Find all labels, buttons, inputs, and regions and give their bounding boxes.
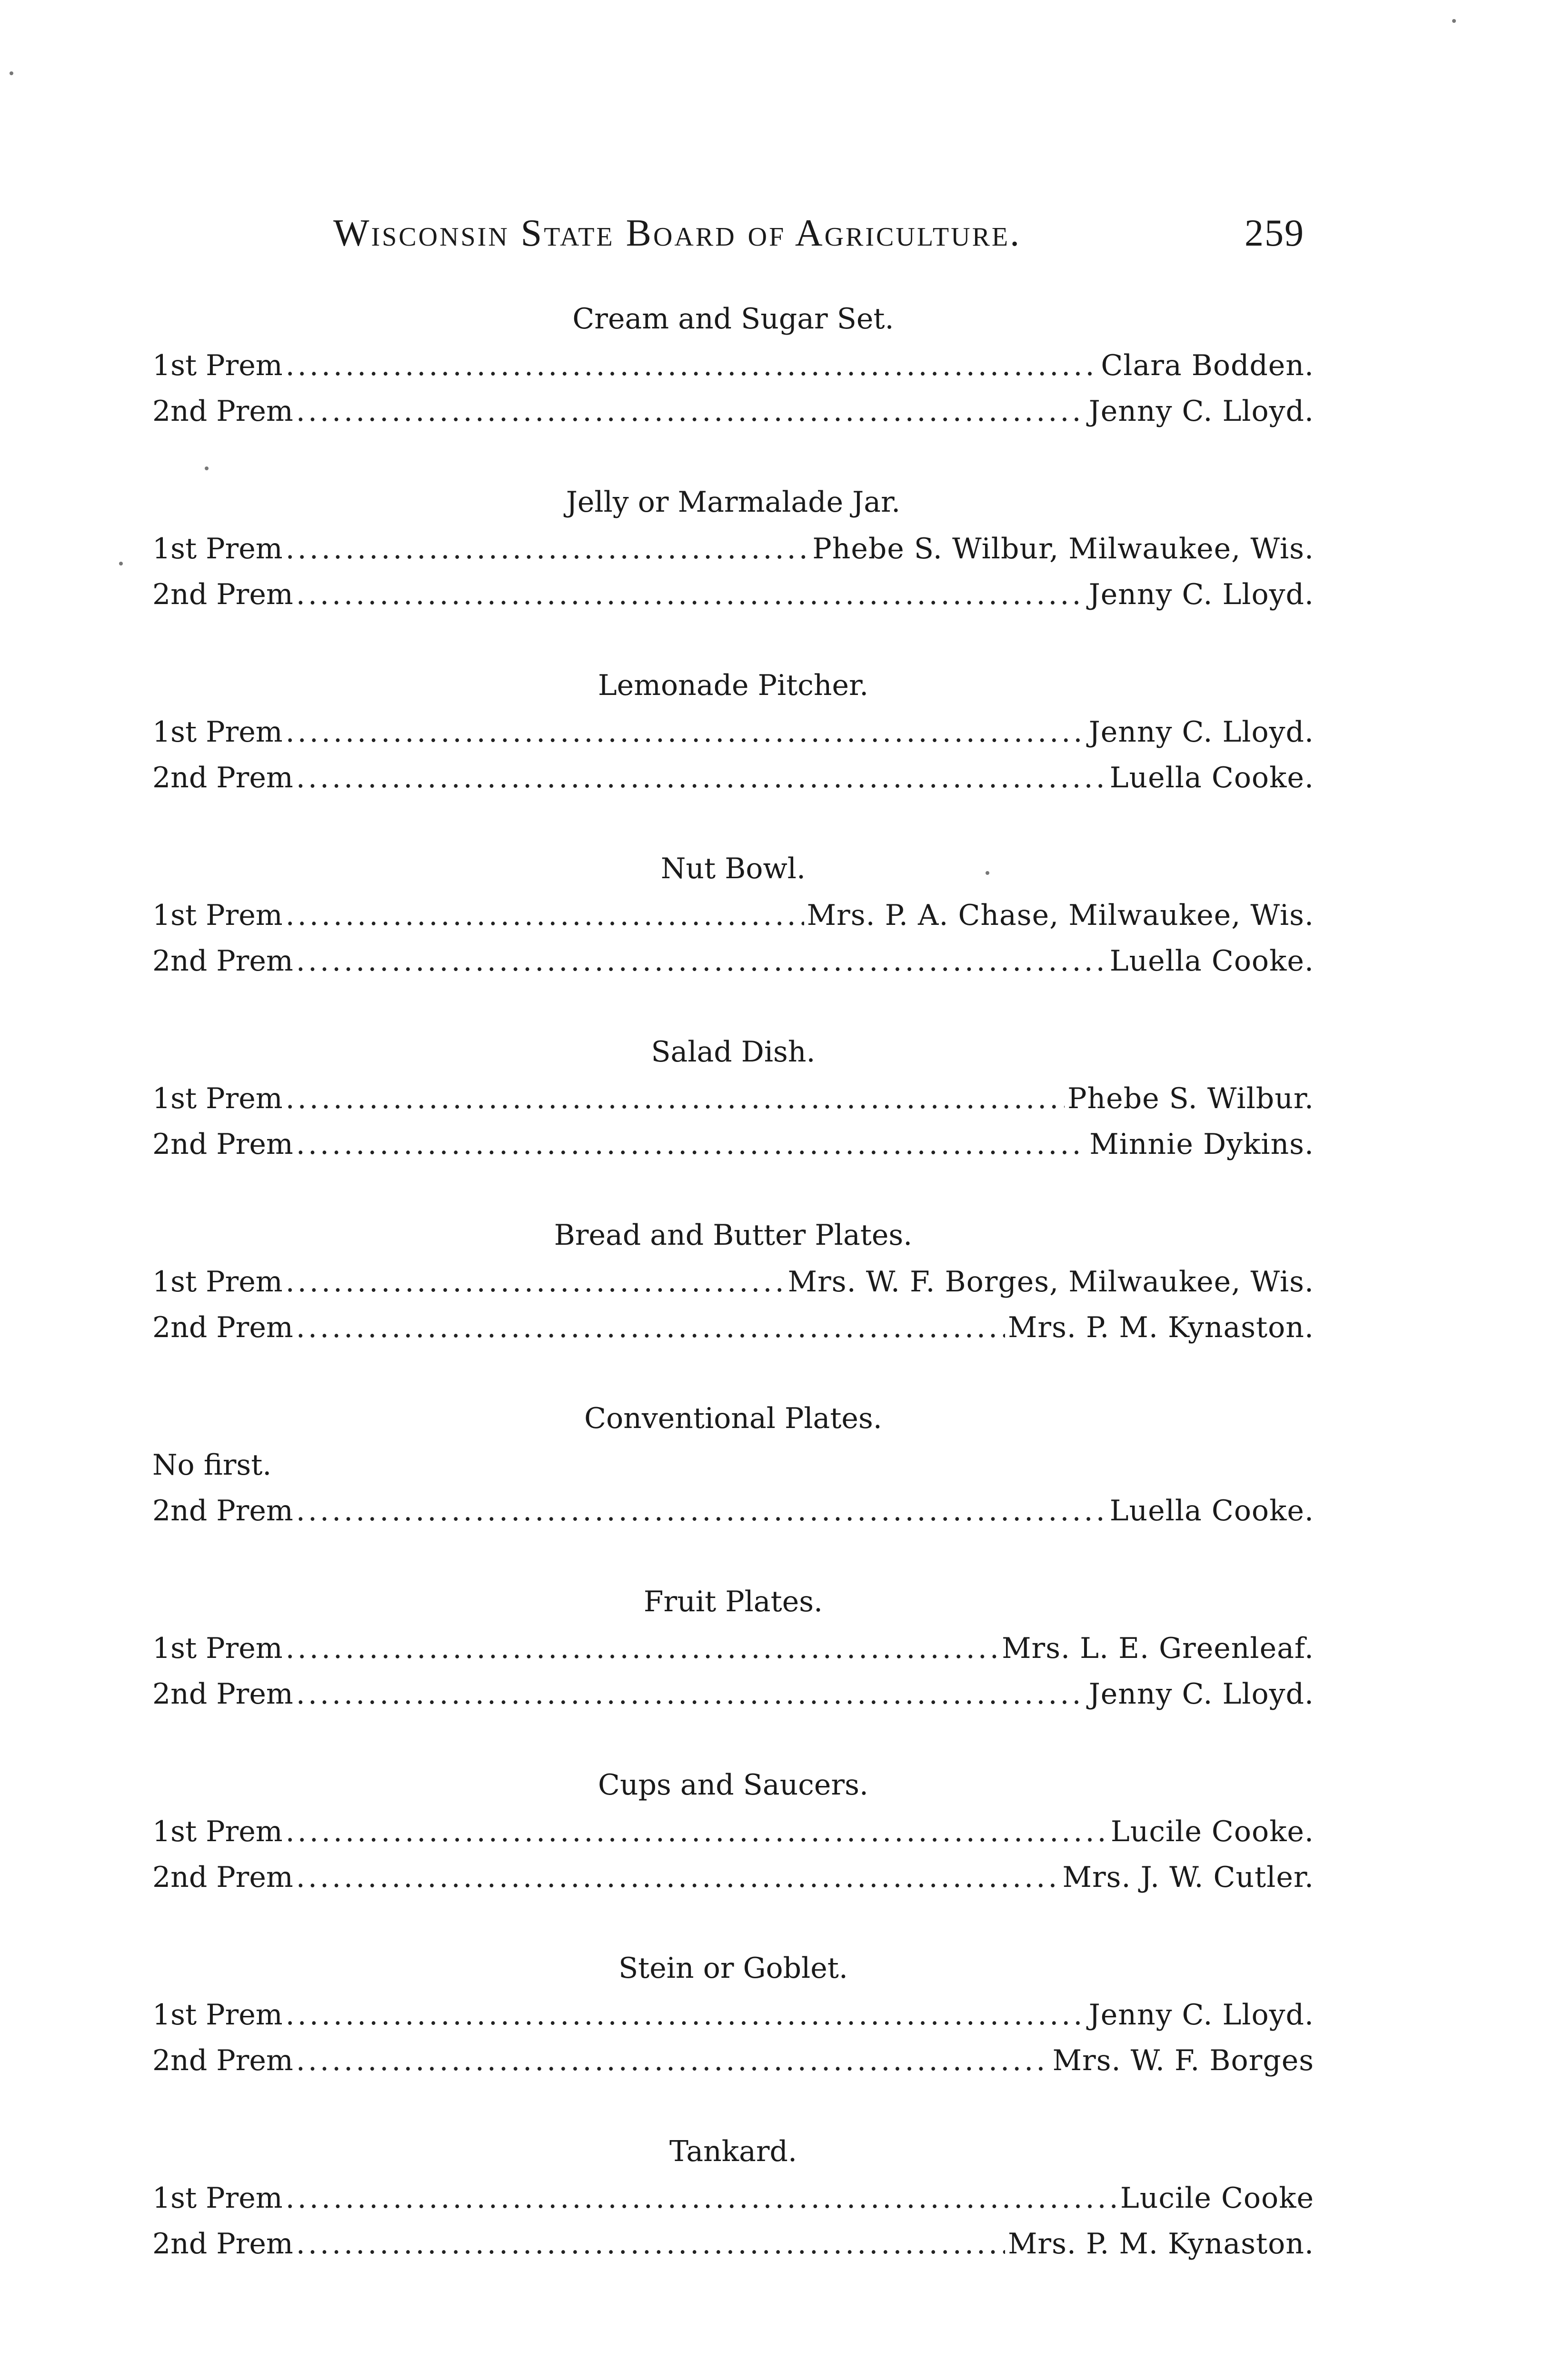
premium-list <box>152 295 1314 2311</box>
premium-label: 2nd Prem <box>152 1861 293 1894</box>
premium-label: 1st Prem <box>152 1632 283 1665</box>
premium-entry <box>152 938 1314 984</box>
premium-entry <box>152 1121 1314 1167</box>
dot-leader <box>296 938 1107 984</box>
premium-entry <box>152 388 1314 434</box>
section-heading: Bread and Butter Plates. <box>554 1219 913 1252</box>
premium-section <box>152 478 1314 662</box>
winner-name: Luella Cooke. <box>1109 944 1314 978</box>
premium-section <box>152 662 1314 845</box>
winner-name: Mrs. P. A. Chase, Milwaukee, Wis. <box>807 899 1314 932</box>
dot-leader <box>296 2221 1005 2267</box>
winner-name: Mrs. W. F. Borges, Milwaukee, Wis. <box>787 1265 1314 1299</box>
premium-label: 1st Prem <box>152 532 283 565</box>
premium-entry <box>152 1259 1314 1305</box>
section-heading: Stein or Goblet. <box>618 1952 848 1985</box>
premium-label: 2nd Prem <box>152 578 293 611</box>
premium-section <box>152 1761 1314 1944</box>
dot-leader <box>286 1626 999 1671</box>
winner-name: Jenny C. Lloyd. <box>1088 1677 1314 1711</box>
premium-label: 1st Prem <box>152 1815 283 1848</box>
winner-name: Mrs. W. F. Borges <box>1052 2044 1314 2077</box>
premium-label: 1st Prem <box>152 1998 283 2032</box>
dot-leader <box>286 1809 1108 1854</box>
winner-name: Jenny C. Lloyd. <box>1088 578 1314 611</box>
premium-entry <box>152 572 1314 617</box>
premium-label: 2nd Prem <box>152 1311 293 1344</box>
premium-section <box>152 295 1314 478</box>
dot-leader <box>296 755 1107 801</box>
dot-leader <box>286 2175 1117 2221</box>
premium-entry <box>152 1809 1314 1854</box>
section-heading: Fruit Plates. <box>643 1585 823 1618</box>
premium-entry <box>152 526 1314 572</box>
dot-leader <box>296 572 1086 617</box>
winner-name: Jenny C. Lloyd. <box>1088 715 1314 749</box>
premium-entry <box>152 1626 1314 1671</box>
premium-entry <box>152 1488 1314 1534</box>
winner-name: Phebe S. Wilbur. <box>1067 1082 1314 1115</box>
page-number: 259 <box>1245 212 1305 254</box>
premium-label: 2nd Prem <box>152 2044 293 2077</box>
premium-entry <box>152 1992 1314 2038</box>
winner-name: Luella Cooke. <box>1109 761 1314 794</box>
premium-entry <box>152 1076 1314 1121</box>
premium-entry <box>152 2038 1314 2083</box>
section-heading: Nut Bowl. <box>660 852 806 885</box>
premium-label: 2nd Prem <box>152 1128 293 1161</box>
premium-entry <box>152 2175 1314 2221</box>
dot-leader <box>296 2038 1050 2083</box>
premium-section <box>152 2128 1314 2311</box>
premium-section <box>152 845 1314 1028</box>
winner-name: Lucile Cooke <box>1120 2182 1314 2215</box>
winner-name: Mrs. P. M. Kynaston. <box>1007 2227 1314 2261</box>
running-head <box>333 205 1305 262</box>
section-heading: Jelly or Marmalade Jar. <box>566 486 901 519</box>
section-heading: Cream and Sugar Set. <box>572 302 894 336</box>
premium-label: 1st Prem <box>152 1082 283 1115</box>
section-heading: Lemonade Pitcher. <box>598 669 869 702</box>
winner-name: Mrs. J. W. Cutler. <box>1062 1861 1314 1894</box>
premium-label: 2nd Prem <box>152 761 293 794</box>
dot-leader <box>296 1854 1060 1900</box>
premium-entry <box>152 2221 1314 2267</box>
premium-label: 2nd Prem <box>152 2227 293 2261</box>
dot-leader <box>286 1992 1086 2038</box>
premium-label: 2nd Prem <box>152 395 293 428</box>
premium-section <box>152 1028 1314 1211</box>
scan-speck <box>10 71 13 75</box>
winner-name: Luella Cooke. <box>1109 1494 1314 1527</box>
dot-leader <box>296 1671 1086 1717</box>
winner-name: Clara Bodden. <box>1101 349 1314 382</box>
premium-label: 1st Prem <box>152 2182 283 2215</box>
premium-section <box>152 1211 1314 1395</box>
premium-section <box>152 1944 1314 2128</box>
scan-speck <box>1452 19 1456 23</box>
premium-section <box>152 1578 1314 1761</box>
premium-label: 1st Prem <box>152 1265 283 1299</box>
premium-label: 1st Prem <box>152 715 283 749</box>
premium-entry <box>152 1305 1314 1350</box>
winner-name: Mrs. P. M. Kynaston. <box>1007 1311 1314 1344</box>
premium-label: 1st Prem <box>152 349 283 382</box>
scan-speck <box>119 562 123 565</box>
dot-leader <box>296 1488 1107 1534</box>
dot-leader <box>286 526 810 572</box>
premium-label: 2nd Prem <box>152 1494 293 1527</box>
scan-speck <box>205 466 209 470</box>
premium-entry <box>152 343 1314 388</box>
section-heading: Tankard. <box>669 2135 797 2168</box>
winner-name: Phebe S. Wilbur, Milwaukee, Wis. <box>812 532 1314 565</box>
premium-entry <box>152 755 1314 801</box>
winner-name: Jenny C. Lloyd. <box>1088 395 1314 428</box>
winner-name: Mrs. L. E. Greenleaf. <box>1002 1632 1314 1665</box>
premium-label: 2nd Prem <box>152 944 293 978</box>
premium-entry <box>152 709 1314 755</box>
premium-label: 2nd Prem <box>152 1677 293 1711</box>
dot-leader <box>286 892 804 938</box>
premium-label: 1st Prem <box>152 899 283 932</box>
dot-leader <box>296 388 1086 434</box>
scan-speck <box>986 871 989 875</box>
premium-entry <box>152 1671 1314 1717</box>
no-first-note: No first. <box>152 1448 272 1482</box>
dot-leader <box>286 343 1098 388</box>
section-heading: Cups and Saucers. <box>598 1768 868 1802</box>
section-heading: Salad Dish. <box>651 1035 816 1069</box>
premium-section <box>152 1395 1314 1578</box>
dot-leader <box>286 1259 785 1305</box>
dot-leader <box>296 1121 1087 1167</box>
winner-name: Lucile Cooke. <box>1110 1815 1314 1848</box>
dot-leader <box>286 1076 1065 1121</box>
dot-leader <box>296 1305 1005 1350</box>
winner-name: Minnie Dykins. <box>1089 1128 1314 1161</box>
premium-entry <box>152 892 1314 938</box>
winner-name: Jenny C. Lloyd. <box>1088 1998 1314 2032</box>
section-heading: Conventional Plates. <box>584 1402 882 1435</box>
running-head-title: Wisconsin State Board of Agriculture. <box>333 212 1022 254</box>
dot-leader <box>286 709 1086 755</box>
premium-entry <box>152 1854 1314 1900</box>
